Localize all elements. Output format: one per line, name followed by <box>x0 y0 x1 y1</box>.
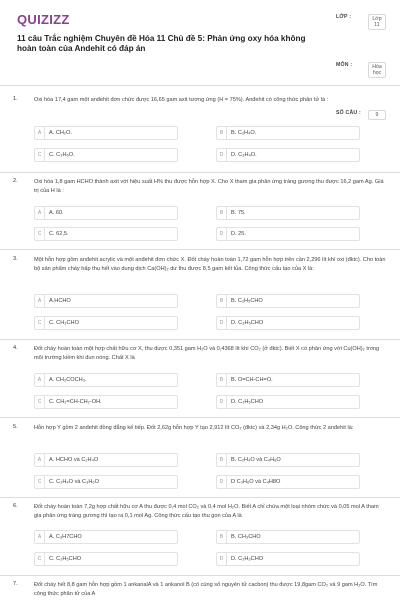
option-letter: B <box>217 374 227 386</box>
question-divider <box>0 497 400 498</box>
option-text: D. C₃H₄O. <box>231 152 257 158</box>
option-d[interactable] <box>216 316 360 330</box>
question-text: Oxi hóa 1,8 gam HCHO thành axit với hiệu suất H% thu được hỗn hợp X. Cho X tham gia phản ứng tráng gương thu được 16,2 gam Ag. Giá trị của H là : <box>34 179 384 194</box>
option-letter: D <box>217 476 227 488</box>
question-number: 7. <box>13 581 18 587</box>
option-text: A. C₃H7CHO <box>49 534 82 540</box>
question-divider <box>0 172 400 173</box>
option-letter: B <box>217 207 227 219</box>
option-text: B. CH₃CHO <box>231 534 261 540</box>
question-divider <box>0 339 400 340</box>
option-letter: D <box>217 553 227 565</box>
option-d[interactable] <box>216 227 360 241</box>
option-letter: C <box>35 149 45 161</box>
option-letter: A <box>35 207 45 219</box>
option-text: A. CH₂O. <box>49 130 72 136</box>
option-letter: C <box>35 228 45 240</box>
subject-value: Hóa học <box>368 62 386 78</box>
option-c[interactable] <box>34 148 178 162</box>
option-text: B. C₂H₄O và C₄H₈O <box>231 457 281 463</box>
option-text: C. 62,5. <box>49 231 69 237</box>
option-letter: C <box>35 476 45 488</box>
option-c[interactable] <box>34 552 178 566</box>
option-text: B. O=CH-CH=O. <box>231 377 273 383</box>
option-text: C. CH₃CHO <box>49 320 79 326</box>
option-a[interactable] <box>34 294 178 308</box>
class-value: Lớp 11 <box>368 14 386 30</box>
option-text: B. C₂H₄O. <box>231 130 257 136</box>
worksheet-title: 11 câu Trắc nghiệm Chuyên đề Hóa 11 Chủ đề 5: Phản ứng oxy hóa không hoàn toàn của Andehit có đáp án <box>17 34 306 53</box>
option-text: A.HCHO <box>49 298 71 304</box>
option-letter: A <box>35 127 45 139</box>
option-letter: D <box>217 228 227 240</box>
question-divider <box>0 417 400 418</box>
option-text: C. CH₂=CH-CH₂-OH. <box>49 399 102 405</box>
option-c[interactable] <box>34 475 178 489</box>
option-letter: C <box>35 553 45 565</box>
option-letter: D <box>217 149 227 161</box>
class-label: LỚP : <box>336 14 352 20</box>
option-letter: B <box>217 127 227 139</box>
option-text: C. C₂H₅CHO <box>49 556 82 562</box>
option-letter: B <box>217 295 227 307</box>
question-text: Hỗn hợp Y gồm 2 anđehit đồng đẳng kế tiếp. Đốt 2,62g hỗn hợp Y tạo 2,912 lít CO₂ (đktc) và 2,34g H₂O. Công thức 2 anđehit là: <box>34 425 354 431</box>
option-letter: B <box>217 454 227 466</box>
meta-count <box>336 110 388 122</box>
count-value: 9 <box>368 110 386 120</box>
option-b[interactable] <box>216 373 360 387</box>
option-a[interactable] <box>34 126 178 140</box>
option-d[interactable] <box>216 552 360 566</box>
question-number: 2. <box>13 178 18 184</box>
option-text: A. HCHO và C₂H₄O <box>49 457 99 463</box>
question-divider <box>0 575 400 576</box>
question-text: Đốt cháy hết 8,8 gam hỗn hợp gồm 1 ankanalA và 1 ankanol B (có cùng số nguyên tử cacbon) thu được 19,8gam CO₂ và 9 gam H₂O. Tìm công thức phân tử của A <box>34 582 378 597</box>
option-c[interactable] <box>34 395 178 409</box>
option-letter: C <box>35 317 45 329</box>
meta-class <box>336 14 388 36</box>
question-number: 3. <box>13 256 18 262</box>
option-letter: C <box>35 396 45 408</box>
option-text: D. 25. <box>231 231 246 237</box>
option-a[interactable] <box>34 206 178 220</box>
question-text: Một hỗn hợp gồm anđehit acrylic và một anđehit đơn chức X. Đốt cháy hoàn toàn 1,72 gam hỗn hợp trên cần 2,296 lít khí oxi (đktc). Cho toàn bộ sản phẩm cháy hấp thụ hết vào dung dịch Ca(OH)₂ dư thu được 8,5 gam kết tủa. Công thức cấu tạo của X là: <box>34 257 386 272</box>
option-text: A. CH₃COCH₃. <box>49 377 87 383</box>
option-c[interactable] <box>34 227 178 241</box>
option-text: D C₃H₆O và C₄H8O <box>231 479 281 485</box>
option-text: B. 75. <box>231 210 246 216</box>
question-number: 6. <box>13 503 18 509</box>
option-letter: A <box>35 454 45 466</box>
option-text: D. C₂H₃CHO <box>231 556 264 562</box>
question-text: Đốt cháy hoàn toàn 7,2g hợp chất hữu cơ A thu được 0,4 mol CO₂ và 0,4 mol H₂O. Biết A chỉ chứa một loại nhóm chức và 0,05 mol A tham gia phản ứng tráng gương thì tạo ra 0,1 mol Ag. Công thức cấu tạo thu gọn của A là <box>34 504 379 519</box>
option-text: D. C₂H₅CHO <box>231 399 264 405</box>
option-b[interactable] <box>216 453 360 467</box>
option-d[interactable] <box>216 395 360 409</box>
option-text: A. 60. <box>49 210 64 216</box>
option-b[interactable] <box>216 530 360 544</box>
header-divider <box>0 85 400 86</box>
option-letter: A <box>35 374 45 386</box>
option-text: C. C₂H₄O và C₃H₆O <box>49 479 100 485</box>
option-a[interactable] <box>34 530 178 544</box>
question-number: 5. <box>13 424 18 430</box>
option-letter: B <box>217 531 227 543</box>
question-text: Đốt cháy hoàn toàn một hợp chất hữu cơ X, thu được 0,351 gam H₂O và 0,4368 lít khí CO₂ (ở đktc). Biết X có phản ứng với Cu(OH)₂ trong môi trường kiềm khi đun nóng. Chất X là <box>34 346 380 361</box>
option-b[interactable] <box>216 294 360 308</box>
option-d[interactable] <box>216 148 360 162</box>
option-letter: D <box>217 396 227 408</box>
option-b[interactable] <box>216 206 360 220</box>
question-number: 1. <box>13 96 18 102</box>
question-divider <box>0 249 400 250</box>
option-text: D. C₃H₅CHO <box>231 320 264 326</box>
question-number: 4. <box>13 345 18 351</box>
question-text: Oxi hóa 17,4 gam một anđehit đơn chức được 16,65 gam axit tương ứng (H = 75%). Anđehit có công thức phân tử là : <box>34 97 329 103</box>
option-letter: A <box>35 531 45 543</box>
option-a[interactable] <box>34 373 178 387</box>
meta-subject <box>336 62 388 84</box>
quizizz-logo: QUIZIZZ <box>17 12 70 27</box>
option-text: B. C₂H₅CHO <box>231 298 263 304</box>
count-label: SỐ CÂU : <box>336 110 361 116</box>
option-letter: D <box>217 317 227 329</box>
worksheet-meta <box>336 14 388 118</box>
option-b[interactable] <box>216 126 360 140</box>
option-text: C. C₃H₆O. <box>49 152 75 158</box>
option-c[interactable] <box>34 316 178 330</box>
option-a[interactable] <box>34 453 178 467</box>
option-d[interactable] <box>216 475 360 489</box>
subject-label: MÔN : <box>336 62 353 68</box>
option-letter: A <box>35 295 45 307</box>
